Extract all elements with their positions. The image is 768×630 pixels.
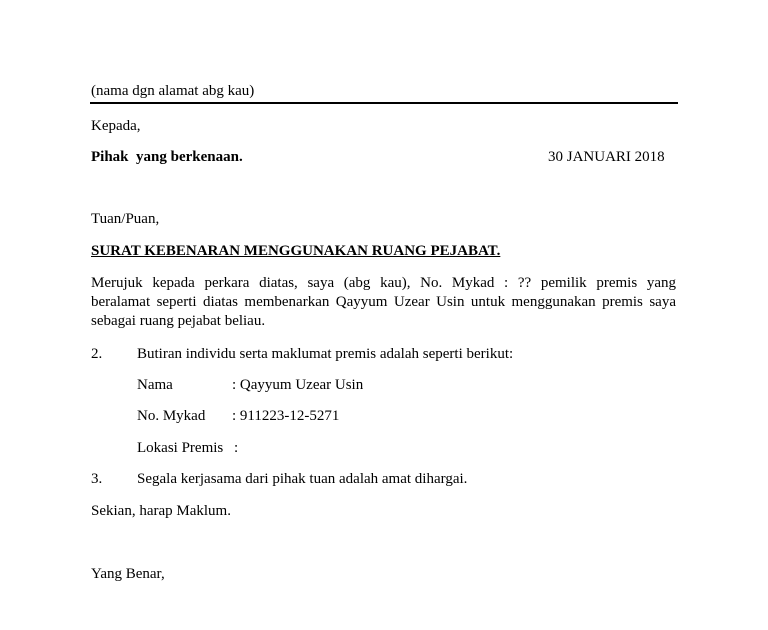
signoff: Yang Benar, xyxy=(91,566,165,582)
body-line: Merujuk kepada perkara diatas, saya (abg kau), No. Mykad : ?? pemilik premis yang xyxy=(91,275,676,291)
detail-value-name: : Qayyum Uzear Usin xyxy=(232,377,364,393)
body-line: beralamat seperti diatas membenarkan Qayyum Uzear Usin untuk menggunakan premis saya xyxy=(91,294,676,310)
detail-label-mykad: No. Mykad xyxy=(137,408,206,424)
closing-line: Sekian, harap Maklum. xyxy=(91,503,231,519)
recipient-to-label: Kepada, xyxy=(91,118,141,134)
item-2-text: Butiran individu serta maklumat premis adalah seperti berikut: xyxy=(137,346,514,362)
recipient-name: Pihak yang berkenaan. xyxy=(91,149,243,165)
item-2-number: 2. xyxy=(91,346,103,362)
body-paragraph xyxy=(91,274,676,331)
header-divider xyxy=(90,102,678,104)
detail-value-mykad: : 911223-12-5271 xyxy=(232,408,340,424)
letter-date: 30 JANUARI 2018 xyxy=(548,149,665,165)
salutation: Tuan/Puan, xyxy=(91,211,160,227)
item-3-text: Segala kerjasama dari pihak tuan adalah amat dihargai. xyxy=(137,471,468,487)
letter-subject: SURAT KEBENARAN MENGGUNAKAN RUANG PEJABAT. xyxy=(91,243,501,259)
item-3-number: 3. xyxy=(91,471,103,487)
sender-address: (nama dgn alamat abg kau) xyxy=(91,83,255,99)
detail-label-name: Nama xyxy=(137,377,173,393)
detail-label-location: Lokasi Premis xyxy=(137,440,224,456)
detail-value-location: : xyxy=(234,440,239,456)
body-line: sebagai ruang pejabat beliau. xyxy=(91,313,266,329)
